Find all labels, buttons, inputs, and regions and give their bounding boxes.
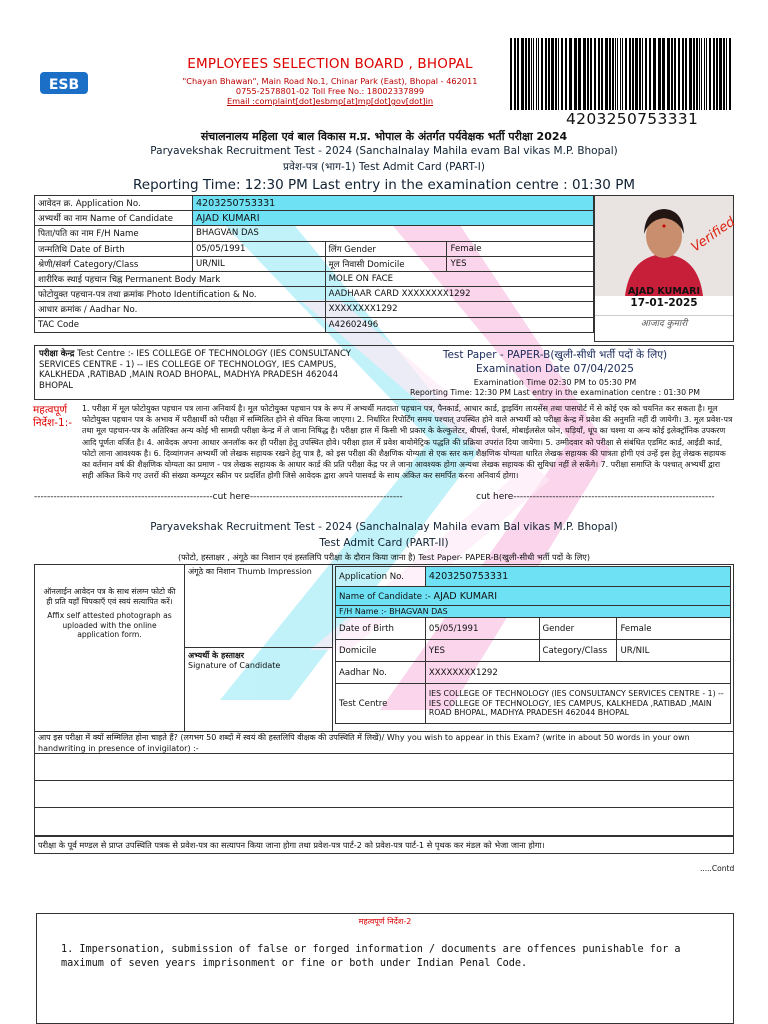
barcode-bar bbox=[605, 38, 608, 110]
instruction-2-item-1: 1. Impersonation, submission of false or forged information / documents are offences punishable for a maximum of seven years imprisonment or fine or both under Indian Penal Code. bbox=[61, 944, 681, 969]
test-paper: Test Paper - PAPER-B(खुली-सीधी भर्ती पदों के लिए) bbox=[442, 349, 668, 361]
important-label-2: महत्वपूर्ण निर्देश-2 bbox=[358, 917, 412, 926]
table-row: श्रेणी/संवर्ग Category/Class UR/NIL मूल निवासी Domicile YES bbox=[35, 256, 594, 271]
barcode-bar bbox=[517, 38, 519, 110]
barcode-bar bbox=[701, 38, 702, 110]
part2-title: Paryavekshak Recruitment Test - 2024 (Sanchalnalay Mahila evam Bal vikas M.P. Bhopal) bbox=[150, 521, 618, 533]
table-row: TAC Code A42602496 bbox=[35, 317, 594, 332]
barcode-bar bbox=[538, 38, 539, 110]
test-centre-text: परीक्षा केन्द्र Test Centre :- IES COLLEGE OF TECHNOLOGY (IES CONSULTANCY SERVICES CENTRE - 1) -- IES COLLEGE OF TECHNOLOGY, IES CAMPUS, KALKHEDA ,RATIBAD ,MAIN ROAD BHOPAL, MADHYA PRADESH 462044 BHOPAL bbox=[39, 349, 351, 391]
part2-box bbox=[34, 564, 734, 732]
barcode-bar bbox=[598, 38, 600, 110]
barcode-bar bbox=[536, 38, 537, 110]
part2-footer-note: परीक्षा के पूर्व मण्डल से प्राप्त उपस्थिति पत्रक से प्रवेश-पत्र का सत्यापन किया जाना होगा तथा प्रवेश-पत्र पार्ट-2 को प्रवेश-पत्र पार्ट-1 से पृथक कर मंडल को भेजा जाना होगा। bbox=[34, 836, 734, 854]
barcode-bar bbox=[525, 38, 527, 110]
barcode-bar bbox=[689, 38, 692, 110]
barcode-bar bbox=[533, 38, 534, 110]
barcode-bar bbox=[574, 38, 577, 110]
essay-box bbox=[34, 732, 734, 836]
barcode-bar bbox=[622, 38, 623, 110]
table-row: आवेदन क्र. Application No. 4203250753331 bbox=[35, 196, 594, 211]
part2-details-table bbox=[335, 566, 731, 724]
barcode-bar bbox=[719, 38, 722, 110]
instructions-1: 1. परीक्षा में मूल फोटोयुक्त पहचान पत्र लाना अनिवार्य है। मूल फोटोयुक्त पहचान पत्र के रूप में अभ्यर्थी मतदाता पहचान पत्र, पैनकार्ड, आधार कार्ड, ड्राइविंग लायसेंस तथा पासपोर्ट में से कोई एक को चयनित कर सकता है। मूल फोटोयुक्त पहचान पत्र के अभाव में परीक्षार्थी को परीक्षा में सम्मिलित होने से वंचित किया जाएगा। 2. निर्धारित रिपोर्टिंग समय पश्चात् उपस्थित होने वाले अभ्यर्थी को परीक्षा केन्द्र में प्रवेश की अनुमति नहीं दी जायेगी। 3. मूल प्रवेश-पत्र तथा मूल पहचान-पत्र के अतिरिक्त अन्य कोई भी सामग्री परीक्षा केन्द्र में ले जाना निषिद्ध है। परीक्षा हाल में किसी भी प्रकार के केल्कुलेटर, बीपर्स, पेजर्स, मोबाईलसेल फोन, घड़ियाँ, धूप का चश्मा या अन्य कोई इलेक्ट्रॉनिक उपकरण आदि पूर्णतः वर्जित है। 4. आवेदक अपना आधार अनलॉक कर ही परीक्षा हेतु उपस्थित होवे। परीक्षा हाल में प्रवेश बायोमेट्रिक पद्धति की प्रक्रिया उपरांत दिया जायेगा। 5. उम्मीदवार को परीक्षा से संबंधित एडमिट कार्ड, आईडी कार्ड, फोटो लाना आवश्यक है। 6. दिव्यांगजन अभ्यर्थी जो लेखक सहायक रखने हेतु पात्र है, को इस परीक्षा की शैक्षणिक योग्यता से एक स्तर कम शैक्षणिक योग्यता धारित लेखक सहायक की पात्रता होगी एवं उन्हें इस हेतु लेखक सहायक का वर्तमान वर्ष की शैक्षणिक योग्यता का प्रमाण - पत्र लेखक सहायक के आधार कार्ड की प्रति परीक्षा केंद्र पर ले जाना आवश्यक होगा अन्यथा लेखक सहायक की सुविधा नहीं ले सकेंगे। 7. परीक्षा समाप्ति के पश्चात् अभ्यर्थी द्वारा सही अंकित किये गए उत्तरों की संख्या कम्प्यूटर स्क्रीन पर प्रदर्शित होगी जिसे आवेदक द्वारा अपने पासवर्ड के साथ अंकित कर समर्पित करना अनिवार्य होगा। bbox=[82, 404, 733, 481]
candidate-photo bbox=[595, 196, 739, 296]
important-label-1: महत्वपूर्ण निर्देश-1:- bbox=[33, 404, 73, 429]
barcode-bar bbox=[583, 38, 586, 110]
barcode-bar bbox=[601, 38, 603, 110]
barcode-bar bbox=[658, 38, 661, 110]
photo-date: 17-01-2025 bbox=[630, 297, 698, 309]
reporting-time-small: Reporting Time: 12:30 PM Last entry in the examination centre : 01:30 PM bbox=[410, 388, 700, 397]
barcode-bar bbox=[645, 38, 647, 110]
barcode-bar bbox=[565, 38, 567, 110]
barcode-bar bbox=[590, 38, 592, 110]
cut-line-right: cut here-------------------------------------------------------------- bbox=[476, 492, 715, 502]
photo-affix-area: ऑनलाईन आवेदन पत्र के साथ संलग्न फोटो की ही प्रति यहाँ चिपकाएँ एवं स्वयं सत्यापित करें। Affix self attested photograph as uploaded with the online application form. bbox=[35, 565, 185, 731]
barcode-bar bbox=[514, 38, 516, 110]
barcode-bar bbox=[649, 38, 651, 110]
barcode-bar bbox=[510, 38, 512, 110]
barcode-bar bbox=[531, 38, 532, 110]
barcode-bar bbox=[569, 38, 572, 110]
part2-admit-card: Test Admit Card (PART-II) bbox=[319, 537, 449, 549]
photo-name: AJAD KUMARI bbox=[628, 286, 700, 297]
table-row: पिता/पति का नाम F/H Name BHAGVAN DAS bbox=[35, 226, 594, 241]
barcode bbox=[508, 38, 734, 112]
barcode-bar bbox=[578, 38, 581, 110]
barcode-bar bbox=[667, 38, 670, 110]
barcode-number: 4203250753331 bbox=[566, 110, 699, 128]
candidate-signature: आजाद कुमारी bbox=[595, 315, 733, 329]
board-address: "Chayan Bhawan", Main Road No.1, Chinar Park (East), Bhopal - 462011 0755-2578801-02 Toll Free No.: 18002337899 Email :complaint[dot]esbmp[at]mp[dot]gov[dot]in bbox=[182, 76, 478, 106]
exam-date: Examination Date 07/04/2025 bbox=[476, 363, 634, 375]
table-row: जन्मतिथि Date of Birth 05/05/1991 लिंग Gender Female bbox=[35, 241, 594, 256]
svg-text:ESB: ESB bbox=[48, 77, 80, 93]
barcode-bar bbox=[716, 38, 718, 110]
barcode-bar bbox=[674, 38, 676, 110]
barcode-bar bbox=[709, 38, 711, 110]
table-row: F/H Name :- BHAGVAN DAS bbox=[336, 606, 731, 618]
barcode-bar bbox=[682, 38, 684, 110]
barcode-bar bbox=[723, 38, 725, 110]
table-row: आधार क्रमांक / Aadhar No. XXXXXXXX1292 bbox=[35, 302, 594, 317]
barcode-bar bbox=[629, 38, 631, 110]
essay-line[interactable] bbox=[35, 781, 733, 808]
barcode-bar bbox=[521, 38, 524, 110]
barcode-bar bbox=[617, 38, 618, 110]
contd-label: .....Contd bbox=[700, 864, 735, 873]
table-row: फोटोयुक्त पहचान-पत्र तथा क्रमांक Photo Identification & No. AADHAAR CARD XXXXXXXX1292 bbox=[35, 287, 594, 302]
barcode-bar bbox=[625, 38, 627, 110]
barcode-bar bbox=[558, 38, 559, 110]
barcode-bar bbox=[545, 38, 547, 110]
barcode-bar bbox=[639, 38, 641, 110]
thumb-impression-box: अंगूठे का निशान Thumb Impression bbox=[185, 565, 333, 648]
reporting-time: Reporting Time: 12:30 PM Last entry in the examination centre : 01:30 PM bbox=[133, 177, 635, 193]
table-row: Test Centre IES COLLEGE OF TECHNOLOGY (IES CONSULTANCY SERVICES CENTRE - 1) -- IES COLLEGE OF TECHNOLOGY, IES CAMPUS, KALKHEDA ,RATIBAD ,MAIN ROAD BHOPAL, MADHYA PRADESH 462044 BHOPAL bbox=[336, 684, 731, 724]
barcode-bar bbox=[612, 38, 614, 110]
candidate-photo-box bbox=[594, 195, 739, 342]
part2-subtitle: (फोटो, हस्ताक्षर , अंगूठे का निशान एवं हस्तलिपि परीक्षा के दौरान किया जाना है) Test Paper- PAPER-B(खुली-सीधी भर्ती पदों के लिए) bbox=[177, 552, 591, 562]
barcode-bar bbox=[528, 38, 530, 110]
barcode-bar bbox=[587, 38, 589, 110]
essay-question: आप इस परीक्षा में क्यों सम्मिलित होना चाहते हैं? (लगभग 50 शब्दों में स्वयं की हस्तलिपि वीक्षक की उपस्थिति में लिखें)/ Why you wish to appear in this Exam? (write in about 50 words in your own handwriting in presence of invigilator) :- bbox=[35, 732, 733, 754]
svg-text:Verified: Verified bbox=[688, 214, 739, 256]
title-hindi: संचालनालय महिला एवं बाल विकास म.प्र. भोपाल के अंतर्गत पर्यवेक्षक भर्ती परीक्षा 2024 bbox=[200, 130, 568, 143]
barcode-bar bbox=[615, 38, 616, 110]
barcode-bar bbox=[541, 38, 543, 110]
candidate-details-table bbox=[34, 195, 594, 333]
barcode-bar bbox=[555, 38, 557, 110]
barcode-bar bbox=[671, 38, 673, 110]
test-centre-box bbox=[34, 345, 734, 400]
barcode-bar bbox=[713, 38, 715, 110]
barcode-bar bbox=[693, 38, 695, 110]
barcode-bar bbox=[548, 38, 550, 110]
barcode-bar bbox=[696, 38, 698, 110]
barcode-bar bbox=[561, 38, 563, 110]
admit-card-part1-title: प्रवेश-पत्र (भाग-1) Test Admit Card (PART-I) bbox=[283, 161, 485, 173]
barcode-bar bbox=[726, 38, 727, 110]
exam-time: Examination Time 02:30 PM to 05:30 PM bbox=[473, 378, 637, 387]
barcode-bar bbox=[632, 38, 634, 110]
barcode-bar bbox=[609, 38, 611, 110]
barcode-bar bbox=[706, 38, 707, 110]
barcode-bar bbox=[678, 38, 680, 110]
instructions-2-box bbox=[36, 913, 734, 1024]
board-name: EMPLOYEES SELECTION BOARD , BHOPAL bbox=[187, 56, 473, 72]
table-row: Domicile YES Category/Class UR/NIL bbox=[336, 640, 731, 662]
esb-logo bbox=[40, 68, 88, 98]
essay-line[interactable] bbox=[35, 808, 733, 835]
cut-line-left: -------------------------------------------------------cut here----------------------------------------------- bbox=[34, 492, 403, 502]
essay-line[interactable] bbox=[35, 754, 733, 781]
title-english: Paryavekshak Recruitment Test - 2024 (Sanchalnalay Mahila evam Bal vikas M.P. Bhopal) bbox=[150, 145, 618, 157]
barcode-bar bbox=[594, 38, 596, 110]
table-row: Date of Birth 05/05/1991 Gender Female bbox=[336, 618, 731, 640]
barcode-bar bbox=[620, 38, 621, 110]
barcode-bar bbox=[662, 38, 665, 110]
barcode-bar bbox=[551, 38, 554, 110]
barcode-bar bbox=[653, 38, 656, 110]
table-row: Name of Candidate :- AJAD KUMARI bbox=[336, 587, 731, 606]
table-row: शारीरिक स्थाई पहचान चिह्न Permanent Body Mark MOLE ON FACE bbox=[35, 271, 594, 286]
barcode-bar bbox=[699, 38, 700, 110]
barcode-bar bbox=[729, 38, 731, 110]
table-row: Aadhar No. XXXXXXXX1292 bbox=[336, 662, 731, 684]
barcode-bar bbox=[642, 38, 643, 110]
barcode-bar bbox=[704, 38, 705, 110]
table-row: अभ्यर्थी का नाम Name of Candidate AJAD KUMARI bbox=[35, 211, 594, 226]
candidate-signature-box: अभ्यर्थी के हस्ताक्षर Signature of Candidate bbox=[185, 648, 333, 731]
table-row: Application No. 4203250753331 bbox=[336, 567, 731, 587]
barcode-bar bbox=[635, 38, 638, 110]
barcode-bar bbox=[685, 38, 687, 110]
